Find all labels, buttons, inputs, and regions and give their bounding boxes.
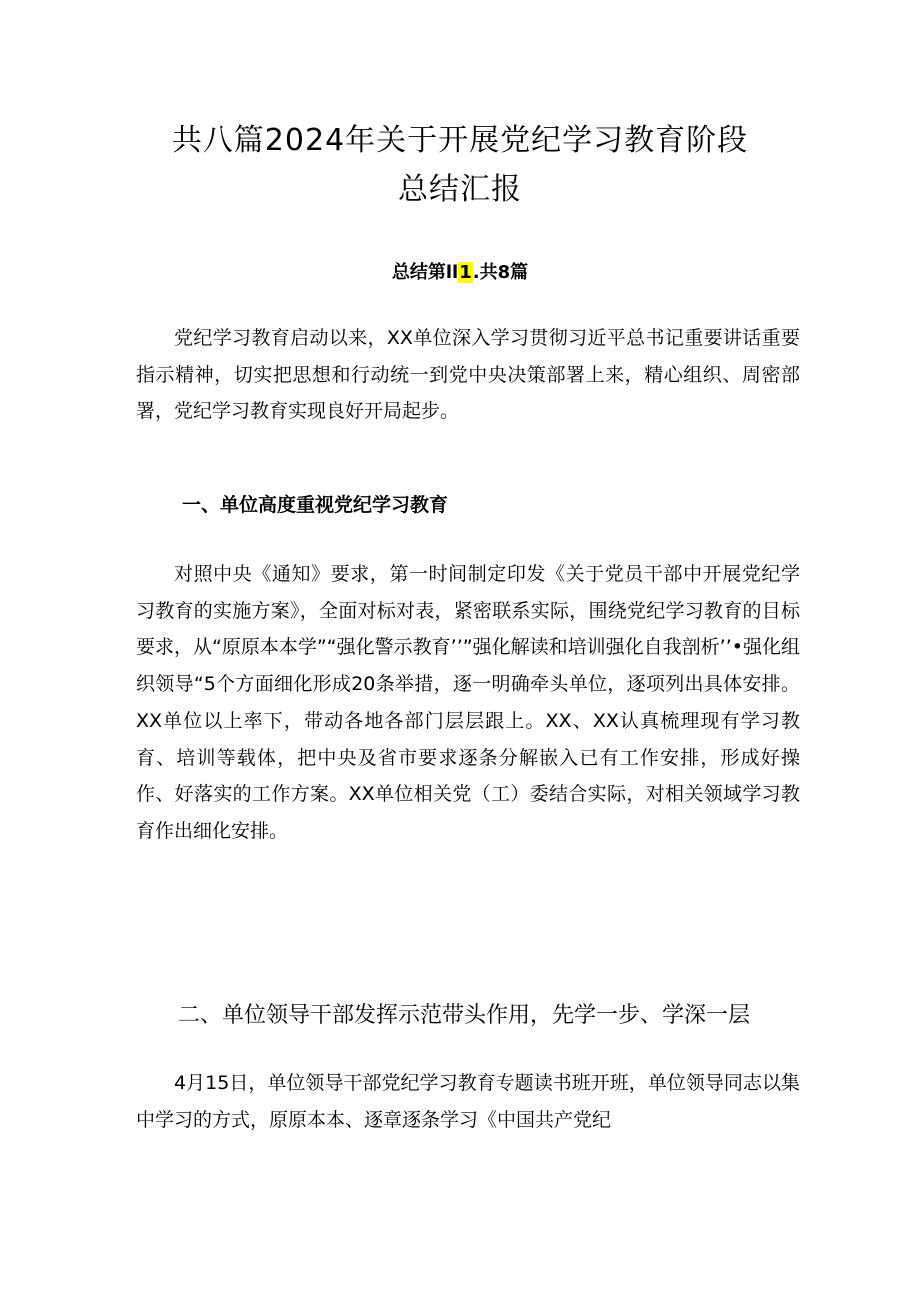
subtitle-suffix: .共8篇 xyxy=(472,262,529,283)
section-1-heading: 一、单位高度重视党纪学习教育 xyxy=(182,494,449,516)
subtitle-mark: ll xyxy=(445,262,459,283)
document-subtitle xyxy=(0,258,920,284)
document-title-line-1: 共八篇2024年关于开展党纪学习教育阶段 xyxy=(171,123,749,158)
section-2-paragraph: 4月15日，单位领导干部党纪学习教育专题读书班开班，单位领导同志以集中学习的方式，原原本本、逐章逐条学习《中国共产党纪 xyxy=(136,1072,800,1131)
intro-paragraph: 党纪学习教育启动以来，XX单位深入学习贯彻习近平总书记重要讲话重要指示精神，切实把思想和行动统一到党中央决策部署上来，精心组织、周密部署，党纪学习教育实现良好开局起步。 xyxy=(136,327,800,423)
section-2-heading: 二、单位领导干部发挥示范带头作用，先学一步、学深一层 xyxy=(178,1003,751,1028)
subtitle-prefix: 总结第 xyxy=(391,262,446,283)
subtitle-highlight: 1 xyxy=(459,262,472,283)
document-title-line-2: 总结汇报 xyxy=(398,172,522,207)
section-1-paragraph: 对照中央《通知》要求，第一时间制定印发《关于党员干部中开展党纪学习教育的实施方案》，全面对标对表，紧密联系实际，围绕党纪学习教育的目标要求，从“原原本本学”“强化警示教育’’”强化解读和培训强化自我剖析’’•强化组织领导“5个方面细化形成20条举措，逐一明确牵头单位，逐项列出具体安排。XX单位以上率下，带动各地各部门层层跟上。XX、XX认真梳理现有学习教育、培训等载体，把中央及省市要求逐条分解嵌入已有工作安排，形成好操作、好落实的工作方案。XX单位相关党（工）委结合实际，对相关领域学习教育作出细化安排。 xyxy=(136,563,800,842)
